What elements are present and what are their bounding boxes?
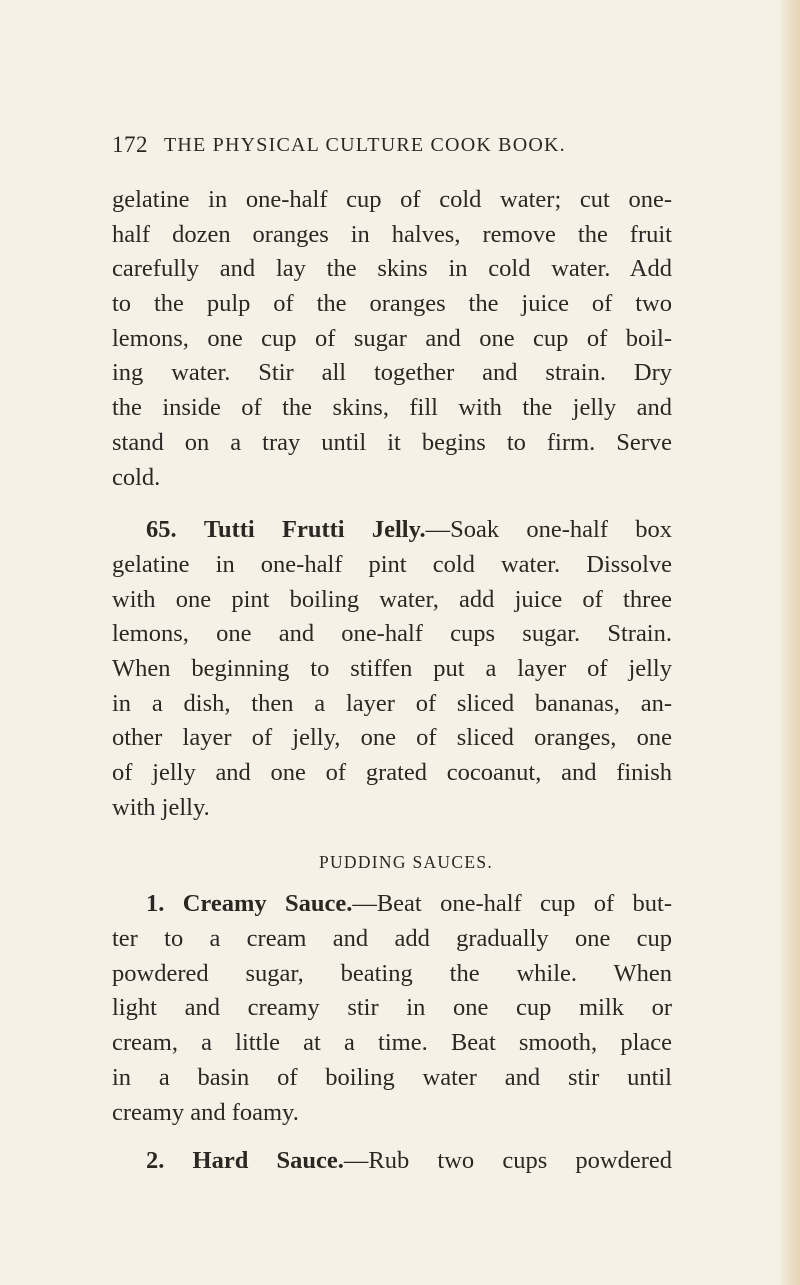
text-line: with one pint boiling water, add juice of three [112,585,672,613]
running-head: THE PHYSICAL CULTURE COOK BOOK. [164,134,566,156]
section-heading: PUDDING SAUCES. [318,852,494,873]
text-line: lemons, one cup of sugar and one cup of boil- [112,324,672,352]
text-line: the inside of the skins, fill with the jelly and [112,394,672,422]
page-body [112,183,672,1179]
recipe-first-line-text: —Soak one-half box [425,516,673,544]
text-line: When beginning to stiffen put a layer of jelly [112,654,672,682]
paragraph-continuation [112,183,672,495]
text-line: gelatine in one-half cup of cold water; cut one- [112,186,672,213]
recipe-title: Hard Sauce. [192,1147,344,1175]
page-header [112,132,672,166]
text-line: ter to a cream and add gradually one cup [112,925,672,953]
text-line: to the pulp of the oranges the juice of two [112,290,672,318]
recipe-first-line [112,887,672,922]
text-line: cream, a little at a time. Beat smooth, place [112,1029,672,1057]
text-line: in a basin of boiling water and stir until [112,1063,672,1091]
text-line: in a dish, then a layer of sliced bananas, an- [112,689,672,717]
recipe-first-line [112,513,672,548]
text-line: half dozen oranges in halves, remove the fruit [112,220,672,248]
text-line: of jelly and one of grated cocoanut, and finish [112,759,672,786]
text-line: stand on a tray until it begins to firm. Serve [112,428,672,456]
page-edge-shadow [778,0,800,1285]
text-line: carefully and lay the skins in cold water. Add [112,255,672,283]
text-line: light and creamy stir in one cup milk or [112,994,672,1022]
text-line: ing water. Stir all together and strain. Dry [112,359,672,387]
text-line: gelatine in one-half pint cold water. Dissolve [112,550,672,578]
recipe-first-line-text: —Beat one-half cup of but- [352,890,672,918]
recipe-number: 2. [146,1147,165,1175]
recipe-title: Tutti Frutti Jelly. [203,516,426,544]
text-line: lemons, one and one-half cups sugar. Strain. [112,620,672,648]
text-line: with jelly. [112,793,210,821]
recipe-tutti-frutti-jelly [112,513,672,825]
recipe-hard-sauce [112,1144,672,1179]
recipe-creamy-sauce [112,887,672,1130]
recipe-first-line-text: —Rub two cups powdered [343,1147,673,1175]
text-line: other layer of jelly, one of sliced oranges, one [112,724,672,752]
recipe-number: 65. [146,516,177,544]
recipe-title: Creamy Sauce. [182,890,353,918]
text-line: creamy and foamy. [112,1098,299,1126]
recipe-number: 1. [146,890,165,918]
page-number: 172 [112,132,148,157]
recipe-first-line [112,1144,672,1179]
text-line: powdered sugar, beating the while. When [112,959,672,987]
text-line: cold. [112,463,161,491]
